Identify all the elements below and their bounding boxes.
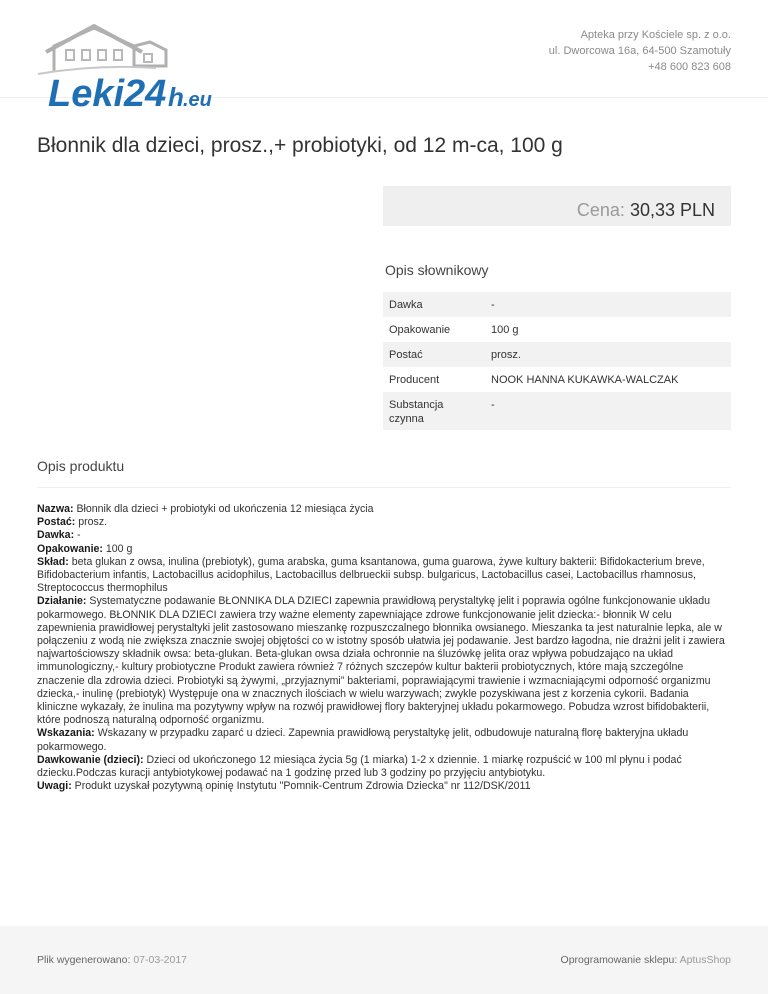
svg-text:.eu: .eu — [183, 89, 212, 111]
company-name: Apteka przy Kościele sp. z o.o. — [580, 29, 731, 41]
dictionary-key: Postać — [389, 349, 423, 361]
description-nazwa — [37, 503, 731, 516]
dictionary-key: Producent — [389, 374, 440, 386]
product-description — [37, 503, 731, 793]
company-phone[interactable]: +48 600 823 608 — [648, 61, 731, 73]
field-label: Nazwa: — [37, 503, 74, 515]
field-value: 100 g — [102, 542, 133, 555]
price-value: 30,33 PLN — [629, 200, 715, 220]
field-value: Dzieci od ukończonego 12 miesiąca życia 5g (1 miarka) 1-2 x dziennie. 1 miarkę rozpuścić w 100 ml płynu i podać dziecku.Podczas kuracji antybiotykowej podawać na 1 godzinę przed lub 3 godziny po przyjęciu antybiotyku. — [37, 753, 682, 780]
leki24h-logo[interactable] — [36, 16, 236, 116]
dictionary-table — [383, 292, 731, 430]
field-label: Działanie: — [37, 595, 87, 608]
dictionary-row — [383, 367, 731, 392]
field-label: Wskazania: — [37, 727, 95, 740]
description-uwagi — [37, 780, 731, 793]
dictionary-value: prosz. — [491, 349, 521, 361]
dictionary-heading: Opis słownikowy — [385, 262, 489, 278]
dictionary-row — [383, 317, 731, 342]
price-box — [383, 186, 731, 226]
dictionary-value: - — [491, 299, 495, 311]
dictionary-row — [383, 342, 731, 367]
description-postac — [37, 516, 731, 529]
dictionary-key: Dawka — [389, 299, 423, 311]
description-heading: Opis produktu — [37, 458, 125, 474]
field-label: Uwagi: — [37, 780, 72, 793]
product-title: Błonnik dla dzieci, prosz.,+ probiotyki, od 12 m-ca, 100 g — [37, 134, 563, 157]
field-value: prosz. — [75, 516, 108, 529]
description-wskazania — [37, 727, 731, 753]
field-value: Systematyczne podawanie BŁONNIKA DLA DZIECI zapewnia prawidłową perystaltykę jelit i poprawia ogólne funkcjonowanie układu pokarmowego. BŁONNIK DLA DZIECI zawiera trzy ważne elementy zapewniające zdrowe funkcjonowanie jelit dziecka:- błonnik W celu zapewnienia prawidłowej perystaltyki jelit zastosowano mieszankę rozpuszczalnego błonnika owsianego. Mieszanka ta jest naturalnie lepka, ale w połączeniu z wodą nie zwiększa znacznie swojej objętości co w istotny sposób ułatwia jej podawanie. Jest bardzo łagodna, nie drażni jelit i zawiera najwartościowszy składnik owsa: beta-glukan. Beta-glukan owsa działa ochronnie na śluzówkę jelita oraz wpływa pobudzająco na układ immunologiczny,- kultury probiotyczne Produkt zawiera również 7 różnych szczepów kultur bakterii probiotycznych, które mają szczególne znaczenie dla zdrowia dzieci. Probiotyki są żywymi, „przyjaznymi” bakteriami, poprawiającymi trawienie i wzmacniającymi odporność organizmu dziecka,- inulinę (prebiotyk) Występuje ona w znacznych ilościach w wielu warzywach; zwykle pozyskiwana jest z korzenia cykorii. Badania kliniczne wykazały, że inulina ma pozytywny wpływ na rozwój prawidłowej flory bakteryjnej układu pokarmowego. Pobudza wzrost bifidobakterii, które podnoszą naturalną odporność organizmu. — [37, 595, 725, 727]
field-value: beta glukan z owsa, inulina (prebiotyk), guma arabska, guma ksantanowa, guma guarowa, żywe kultury bakterii: Bifidokacterium breve, Bifidobacterium infantis, Lactobacillus acidophilus, Lactobacillus delbrueckii subsp. bulgaricus, Lactobacillus casei, Lactobacillus rhamnosus, Streptococcus thermophilus — [37, 555, 705, 595]
field-value: - — [74, 529, 81, 542]
generated-label: Plik wygenerowano: — [37, 954, 131, 966]
company-info — [549, 27, 731, 75]
field-label: Opakowanie: — [37, 542, 103, 555]
field-label: Dawka: — [37, 529, 75, 542]
svg-text:Leki24: Leki24 — [48, 73, 167, 115]
software-info — [561, 954, 731, 966]
generated-info — [37, 954, 187, 966]
page-footer — [0, 926, 768, 994]
description-dawkowanie — [37, 754, 731, 780]
field-value: Błonnik dla dzieci + probiotyki od ukończenia 12 miesiąca życia — [73, 503, 374, 515]
generated-date: 07-03-2017 — [133, 954, 188, 966]
field-value: Produkt uzyskał pozytywną opinię Instytutu "Pomnik-Centrum Zdrowia Dziecka" nr 112/DSK/2011 — [71, 780, 531, 793]
page-header — [0, 0, 768, 115]
dictionary-key: Substancja czynna — [389, 399, 444, 425]
dictionary-value: 100 g — [491, 324, 519, 336]
field-label: Postać: — [37, 516, 76, 529]
field-label: Skład: — [37, 555, 69, 568]
price-label: Cena: — [576, 200, 625, 220]
description-opakowanie — [37, 543, 731, 556]
field-value: Wskazany w przypadku zaparć u dzieci. Zapewnia prawidłową perystaltykę jelit, odbudowuje naturalną florę bakteryjna układu pokarmowego. — [37, 727, 689, 753]
section-divider — [37, 487, 731, 488]
dictionary-row — [383, 292, 731, 317]
description-sklad — [37, 556, 731, 596]
svg-text:h: h — [168, 82, 184, 112]
field-label: Dawkowanie (dzieci): — [37, 753, 144, 766]
company-address: ul. Dworcowa 16a, 64-500 Szamotuły — [548, 45, 731, 57]
dictionary-value: NOOK HANNA KUKAWKA-WALCZAK — [491, 374, 679, 386]
description-dawka — [37, 529, 731, 542]
description-dzialanie — [37, 595, 731, 727]
dictionary-value: - — [491, 399, 495, 411]
software-link[interactable]: AptusShop — [679, 954, 731, 966]
dictionary-key: Opakowanie — [389, 324, 451, 336]
software-label: Oprogramowanie sklepu: — [560, 954, 678, 966]
dictionary-row — [383, 392, 731, 430]
